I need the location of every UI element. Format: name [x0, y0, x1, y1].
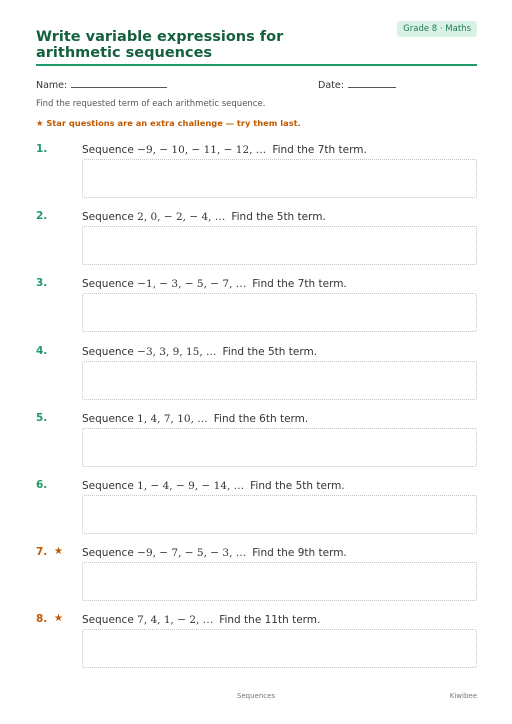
date-line[interactable] [348, 79, 396, 88]
question-number: 3. [36, 277, 48, 290]
question-text [82, 144, 367, 156]
question-item [36, 143, 477, 203]
sequence-terms: 1, 4, 7, 10, … [137, 412, 208, 425]
question-text [82, 278, 347, 290]
sequence-terms: 2, 0, − 2, − 4, … [137, 211, 226, 224]
question-item [36, 277, 477, 337]
sequence-terms: −3, 3, 9, 15, … [137, 345, 217, 358]
question-text [82, 211, 326, 223]
name-label: Name: [36, 80, 68, 91]
question-text [82, 547, 347, 559]
question-item [36, 546, 477, 606]
sequence-terms: 7, 4, 1, − 2, … [137, 614, 214, 627]
instructions: Find the requested term of each arithmetic sequence. [36, 99, 266, 109]
question-item [36, 412, 477, 472]
answer-box[interactable] [82, 226, 477, 265]
name-line[interactable] [71, 79, 167, 88]
question-prefix: Sequence [82, 345, 134, 358]
question-number: 4. [36, 344, 48, 357]
question-prefix: Sequence [82, 211, 134, 224]
question-text [82, 614, 320, 626]
question-prefix: Sequence [82, 144, 134, 156]
sequence-terms: −9, − 7, − 5, − 3, … [137, 547, 247, 560]
answer-box[interactable] [82, 562, 477, 601]
name-field[interactable] [36, 79, 167, 91]
sequence-terms: −9, − 10, − 11, − 12, … [137, 144, 267, 156]
question-ask: Find the 5th term. [222, 345, 318, 358]
question-number: 5. [36, 411, 48, 424]
question-ask: Find the 7th term. [272, 144, 367, 156]
question-prefix: Sequence [82, 480, 134, 492]
question-ask: Find the 5th term. [250, 480, 345, 492]
answer-box[interactable] [82, 293, 477, 332]
question-ask: Find the 7th term. [252, 278, 347, 291]
question-number: 8. [36, 613, 48, 626]
answer-box[interactable] [82, 159, 477, 198]
question-ask: Find the 6th term. [213, 412, 309, 425]
answer-box[interactable] [82, 629, 477, 668]
question-prefix: Sequence [82, 278, 134, 291]
question-prefix: Sequence [82, 547, 134, 560]
question-prefix: Sequence [82, 412, 134, 425]
footer-brand: Kiwibee [449, 692, 477, 700]
question-number: 6. [36, 479, 48, 491]
date-label: Date: [318, 80, 344, 91]
question-item [36, 345, 477, 405]
question-ask: Find the 9th term. [252, 547, 347, 560]
question-item [36, 479, 477, 539]
header-divider [36, 64, 477, 66]
answer-box[interactable] [82, 428, 477, 467]
question-ask: Find the 11th term. [219, 614, 321, 627]
page-title: Write variable expressions for arithmetic sequences [36, 29, 284, 61]
question-text [82, 346, 317, 358]
question-item [36, 613, 477, 673]
question-ask: Find the 5th term. [231, 211, 326, 224]
question-text [82, 480, 345, 492]
question-number: 7. [36, 546, 48, 559]
grade-badge: Grade 8 · Maths [397, 21, 477, 37]
answer-box[interactable] [82, 495, 477, 534]
question-number: 2. [36, 210, 48, 223]
star-icon: ★ [54, 613, 63, 625]
sequence-terms: 1, − 4, − 9, − 14, … [137, 480, 245, 492]
question-item [36, 210, 477, 270]
date-field[interactable] [318, 79, 396, 91]
answer-box[interactable] [82, 361, 477, 400]
footer-topic: Sequences [236, 692, 276, 700]
challenge-note: ★ Star questions are an extra challenge — try them last. [36, 118, 301, 128]
question-text [82, 413, 308, 425]
sequence-terms: −1, − 3, − 5, − 7, … [137, 278, 247, 291]
star-icon: ★ [54, 546, 63, 558]
question-number: 1. [36, 143, 48, 155]
question-prefix: Sequence [82, 614, 134, 627]
